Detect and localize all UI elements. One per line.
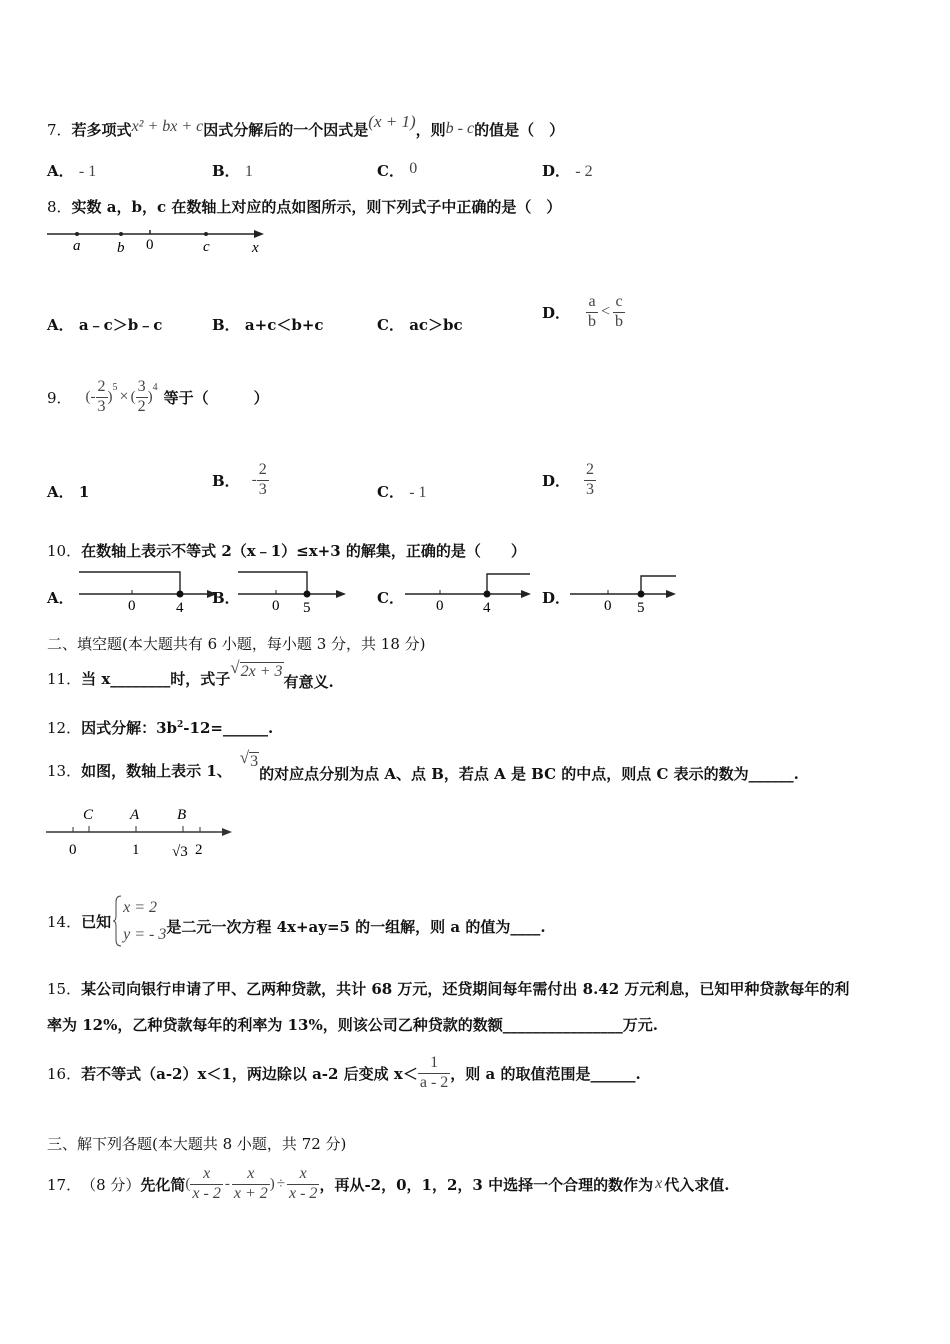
minus-sign: - [224,1175,230,1192]
paren-close: ) [269,1175,275,1192]
q9-number: 9． [47,388,72,407]
minus-sign: - [251,471,257,488]
option-label: A． [47,483,74,501]
q10-c-number-line [403,570,537,616]
denominator: x - 2 [192,1184,221,1202]
option-label: D． [542,589,571,607]
denominator: 2 [137,397,146,415]
less-than: < [601,303,611,320]
closed-dot [638,591,645,598]
question-10 [47,540,526,561]
q7-option-c[interactable] [377,160,417,181]
paren-close: ) [107,388,113,405]
option-label: D． [542,162,571,180]
q7-number: 7． [47,121,72,139]
denominator: a - 2 [419,1073,449,1091]
axis-arrow [666,590,676,598]
q8-option-d[interactable] [542,290,625,334]
label-zero: 0 [436,598,444,614]
option-label: B． [212,316,240,334]
q10-d-number-line [568,570,680,616]
axis-arrow [254,230,264,238]
numerator: x [247,1165,255,1183]
q17-text-1: 先化简 [140,1175,186,1194]
option-label: B． [212,589,240,607]
solution-bracket [487,574,530,594]
paren-open: ( [185,1175,191,1192]
label-zero: 0 [146,237,154,253]
q7-text-2: 因式分解后的一个因式是 [203,121,369,139]
denominator: 3 [586,480,595,498]
label-mark: 4 [483,600,491,616]
q9-option-a[interactable] [47,481,89,502]
solution-bracket [641,576,676,594]
q13-number: 13． [47,761,82,780]
equation-1: x = 2 [123,899,158,916]
option-value: - 1 [78,163,97,180]
option-value: - 2 [575,163,593,180]
option-value: 0 [409,160,418,177]
q10-b-number-line [236,570,351,616]
q16-number: 16． [47,1064,82,1083]
label-x: x [252,240,259,256]
numerator: 2 [258,461,267,479]
equation-2: y = - 3 [123,926,167,943]
q11-text-1: 当 x________时，式子 [81,669,231,688]
q10-a-number-line [71,570,221,616]
option-label: C． [377,589,404,607]
q7-expression: b - c [445,120,475,137]
numerator: 2 [586,461,595,479]
q14-system [123,894,166,948]
q9-text: 等于（ ） [163,388,269,407]
question-7 [47,104,564,148]
option-label: A． [47,162,74,180]
q13-number-line [44,802,244,862]
q7-text-3: ，则 [415,121,446,139]
denominator: x + 2 [233,1184,268,1202]
q17-text-3: 代入求值. [664,1175,730,1194]
numerator: 2 [97,378,106,396]
paren-open: (- [85,388,96,405]
denominator: x - 2 [289,1184,318,1202]
question-15 [47,978,849,999]
option-label: D． [542,303,571,322]
q17-number: 17． [47,1175,82,1194]
label-b: B [177,807,187,823]
label-c: c [203,239,210,255]
q9-b-fraction [257,461,269,499]
option-value: ac＞bc [409,316,463,334]
q11-radicand: 2x + 3 [240,663,283,680]
option-value: - 1 [409,484,427,501]
sqrt-sign: √ [239,748,250,767]
q9-option-b[interactable] [212,456,269,504]
label-mark: 4 [176,600,184,616]
numerator: a [588,293,596,311]
question-17 [47,1160,729,1208]
question-15-cont [47,1014,658,1035]
q15-line-1: 某公司向银行申请了甲、乙两种贷款，共计 68 万元，还贷期间每年需付出 8.42 万元利息，已知甲种贷款每年的利 [81,980,850,998]
numerator: c [615,293,623,311]
q12-number: 12． [47,719,82,737]
q16-text-2: ，则 a 的取值范围是______. [450,1064,641,1083]
q8-text: 实数 a，b，c 在数轴上对应的点如图所示，则下列式子中正确的是（ ） [71,198,562,216]
option-label: A． [47,316,74,334]
numerator: x [299,1165,307,1183]
solution-bracket [79,572,180,594]
q13-radicand: 3 [250,753,259,770]
q8-option-a[interactable] [47,314,162,335]
option-value: a﹣c＞b﹣c [78,316,163,334]
question-16 [47,1048,641,1098]
q16-fraction [418,1054,450,1092]
label-zero: 0 [272,598,280,614]
exponent: 5 [112,382,118,393]
q14-text-1: 已知 [81,912,112,931]
denominator: b [615,312,624,330]
q12-text-2: -12=______. [183,719,274,737]
q17-variable: x [655,1175,663,1192]
exponent: 4 [152,382,158,393]
question-9 [47,372,269,422]
question-13 [47,748,799,788]
label-a: A [130,807,140,823]
q9-fraction-2 [136,378,148,416]
section-2-heading: 二、填空题(本大题共有 6 小题，每小题 3 分，共 18 分) [47,635,426,653]
q17-score: （8 分） [81,1175,141,1194]
question-8 [47,196,561,217]
option-value: 1 [244,163,253,180]
axis-arrow [521,590,531,598]
label-2: 2 [195,842,203,858]
q9-option-d[interactable] [542,456,596,504]
q7-option-a[interactable] [47,160,96,181]
fraction-c-over-b [613,293,625,331]
times-sign: × [119,388,129,405]
section-3-heading: 三、解下列各题(本大题共 8 小题，共 72 分) [47,1135,347,1153]
q8-number-line [44,224,274,258]
axis-arrow [336,590,346,598]
q9-option-c[interactable] [377,481,427,502]
q7-option-d[interactable] [542,160,593,181]
option-label: B． [212,162,240,180]
question-11 [47,660,334,696]
numerator: 1 [430,1054,439,1072]
point-a [75,232,79,236]
q8-number: 8． [47,198,72,216]
axis-arrow [222,828,232,836]
q7-text-1: 若多项式 [71,121,132,139]
option-label: B． [212,471,240,490]
solution-bracket [238,572,307,594]
q7-option-b[interactable] [212,160,253,181]
q10-number: 10． [47,542,82,560]
q11-number: 11． [47,669,82,688]
q7-text-4: 的值是（ ） [474,121,565,139]
label-1: 1 [132,842,140,858]
option-label: C． [377,162,404,180]
option-value: 1 [78,483,90,501]
label-zero: 0 [128,598,136,614]
q12-exponent: 2 [177,720,184,730]
point-c [204,232,208,236]
q15-number: 15． [47,980,82,998]
option-label: D． [542,471,571,490]
q9-fraction-1 [96,378,108,416]
denominator: b [588,312,597,330]
option-label: C． [377,483,404,501]
q13-text-1: 如图，数轴上表示 1、 [81,761,232,780]
q14-text-2: 是二元一次方程 4x+ay=5 的一组解，则 a 的值为____. [166,917,546,936]
divide-sign: ÷ [276,1175,285,1192]
q16-text-1: 若不等式（a-2）x＜1，两边除以 a-2 后变成 x＜ [81,1064,418,1083]
point-b [119,232,123,236]
q17-text-2: ，再从-2，0，1，2，3 中选择一个合理的数作为 [319,1175,654,1194]
fraction-a-over-b [586,293,598,331]
denominator: 3 [97,397,106,415]
label-b: b [117,240,125,256]
closed-dot [484,591,491,598]
paren-close: ) [147,388,153,405]
brace-icon [113,894,123,948]
label-a: a [73,238,81,254]
option-label: C． [377,316,404,334]
q8-option-b[interactable] [212,314,324,335]
label-0: 0 [69,842,77,858]
q15-line-2: 率为 12%，乙种贷款每年的利率为 13%，则该公司乙种贷款的数额________________万元. [47,1016,658,1034]
option-label: A． [47,589,74,607]
label-mark: 5 [637,600,645,616]
q12-text-1: 因式分解：3b [81,719,178,737]
option-value: a+c＜b+c [244,316,324,334]
closed-dot [177,591,184,598]
denominator: 3 [258,480,267,498]
paren-open: ( [130,388,136,405]
closed-dot [304,591,311,598]
q10-text: 在数轴上表示不等式 2（x﹣1）≤x+3 的解集，正确的是（ ） [81,542,526,560]
q17-fraction-1 [190,1165,222,1203]
label-c: C [83,807,94,823]
q7-factor: (x + 1) [368,112,416,131]
q11-text-2: 有意义. [283,672,334,691]
q8-option-c[interactable] [377,314,463,335]
q14-number: 14． [47,912,82,931]
sqrt-sign: √ [230,658,240,677]
q7-polynomial: x² + bx + c [131,118,204,135]
label-mark: 5 [303,600,311,616]
q17-fraction-2 [232,1165,270,1203]
question-14 [47,892,546,950]
numerator: x [203,1165,211,1183]
numerator: 3 [137,378,146,396]
label-zero: 0 [604,598,612,614]
q17-fraction-3 [287,1165,319,1203]
q13-text-2: 的对应点分别为点 A、点 B，若点 A 是 BC 的中点，则点 C 表示的数为______. [259,764,799,783]
q9-d-fraction [584,461,596,499]
question-12 [47,717,273,738]
label-sqrt3: √3 [172,844,188,860]
